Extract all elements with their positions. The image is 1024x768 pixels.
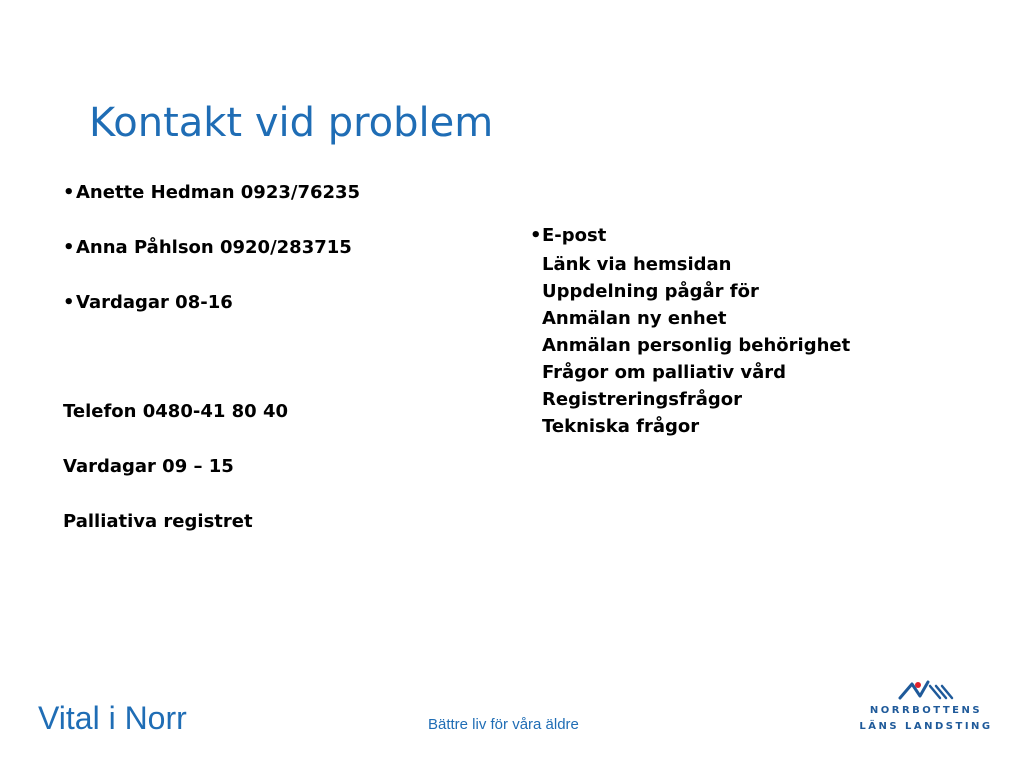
phone-line: Telefon 0480-41 80 40 (63, 401, 288, 422)
email-bullet (530, 224, 950, 251)
email-topic: Tekniska frågor (542, 416, 700, 437)
bullet-icon: • (63, 237, 75, 258)
registry-line: Palliativa registret (63, 511, 253, 532)
email-topic: Anmälan personlig behörighet (542, 335, 851, 356)
hours-bullet (63, 292, 233, 313)
slide-title: Kontakt vid problem (89, 100, 494, 146)
email-topic: Uppdelning pågår för (542, 281, 759, 302)
contact-bullet (63, 182, 360, 203)
norrbotten-logo (856, 676, 996, 736)
email-topics-list (530, 224, 950, 440)
footer-tagline: Bättre liv för våra äldre (428, 716, 579, 733)
email-label: E-post (542, 225, 607, 246)
logo-text-line2: LÄNS LANDSTING (859, 721, 993, 732)
hours-text: Vardagar 08-16 (76, 292, 233, 313)
bullet-icon: • (63, 182, 75, 203)
contact-text: Anna Påhlson 0920/283715 (76, 237, 352, 258)
logo-mark-icon (856, 676, 996, 702)
email-topic: Länk via hemsidan (542, 254, 732, 275)
phone-hours-line: Vardagar 09 – 15 (63, 456, 234, 477)
email-topic: Anmälan ny enhet (542, 308, 727, 329)
email-topic: Frågor om palliativ vård (542, 362, 787, 383)
contact-text: Anette Hedman 0923/76235 (76, 182, 361, 203)
footer-brand: Vital i Norr (38, 700, 187, 736)
contact-bullet (63, 237, 352, 258)
logo-text-line1: NORRBOTTENS (869, 705, 983, 716)
email-topic: Registreringsfrågor (542, 389, 742, 410)
bullet-icon: • (530, 225, 542, 246)
bullet-icon: • (63, 292, 75, 313)
